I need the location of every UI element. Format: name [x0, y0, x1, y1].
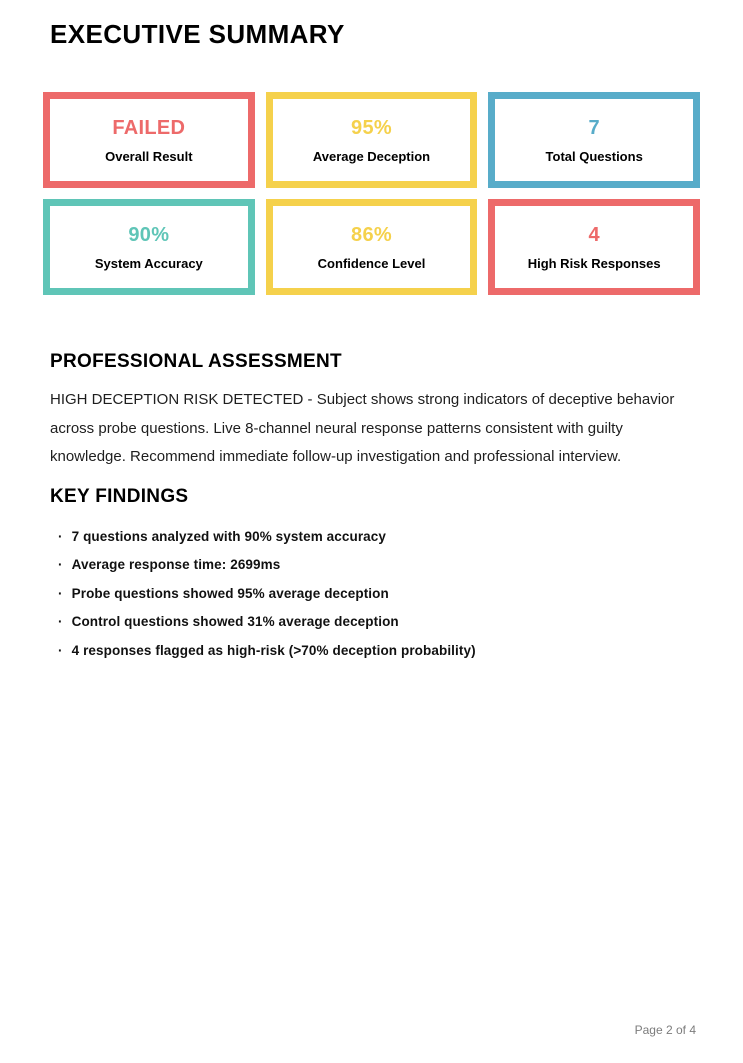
metric-value: 7 — [588, 116, 600, 139]
bullet-glyph: · — [58, 614, 63, 629]
metric-value: 95% — [351, 116, 392, 139]
finding-text: 4 responses flagged as high-risk (>70% deception probability) — [71, 642, 476, 658]
metric-label: System Accuracy — [94, 255, 203, 271]
finding-item — [58, 557, 700, 572]
page-title: EXECUTIVE SUMMARY — [50, 19, 345, 49]
metric-card-system-accuracy — [43, 199, 255, 295]
metric-label: Overall Result — [105, 148, 193, 164]
finding-item — [58, 586, 700, 601]
finding-item — [58, 643, 700, 658]
metric-card-overall-result — [43, 92, 255, 188]
bullet-glyph: · — [58, 642, 63, 658]
metric-value: FAILED — [112, 116, 186, 139]
finding-item — [58, 614, 700, 629]
finding-text: Probe questions showed 95% average deception — [71, 585, 389, 601]
metric-value: 86% — [351, 223, 392, 246]
metric-card-high-risk-responses — [488, 199, 700, 295]
metric-card-total-questions — [488, 92, 700, 188]
metric-value: 4 — [588, 223, 600, 246]
metric-label: High Risk Responses — [527, 255, 661, 271]
key-findings-section-heading: KEY FINDINGS — [50, 485, 189, 507]
assessment-body-text: HIGH DECEPTION RISK DETECTED - Subject shows strong indicators of deceptive behavior across probe questions. Live 8-channel neural response patterns consistent with guilty knowledge. Recommend immediate follow-up investigation and professional interview. — [50, 391, 675, 465]
bullet-glyph: · — [58, 528, 63, 544]
page-number: Page 2 of 4 — [634, 1023, 696, 1037]
bullet-glyph: · — [58, 585, 63, 601]
metric-card-average-deception — [266, 92, 478, 188]
metric-label: Confidence Level — [317, 255, 426, 271]
summary-cards-grid — [43, 92, 700, 295]
finding-item — [58, 529, 700, 544]
finding-text: 7 questions analyzed with 90% system accuracy — [71, 528, 386, 544]
metric-value: 90% — [128, 223, 170, 246]
findings-list — [58, 529, 700, 658]
finding-text: Control questions showed 31% average deception — [71, 614, 399, 629]
bullet-glyph: · — [58, 557, 63, 572]
metric-label: Average Deception — [312, 148, 431, 164]
finding-text: Average response time: 2699ms — [71, 557, 281, 572]
metric-label: Total Questions — [545, 148, 643, 164]
metric-card-confidence-level — [266, 199, 478, 295]
assessment-section-heading: PROFESSIONAL ASSESSMENT — [50, 351, 342, 372]
